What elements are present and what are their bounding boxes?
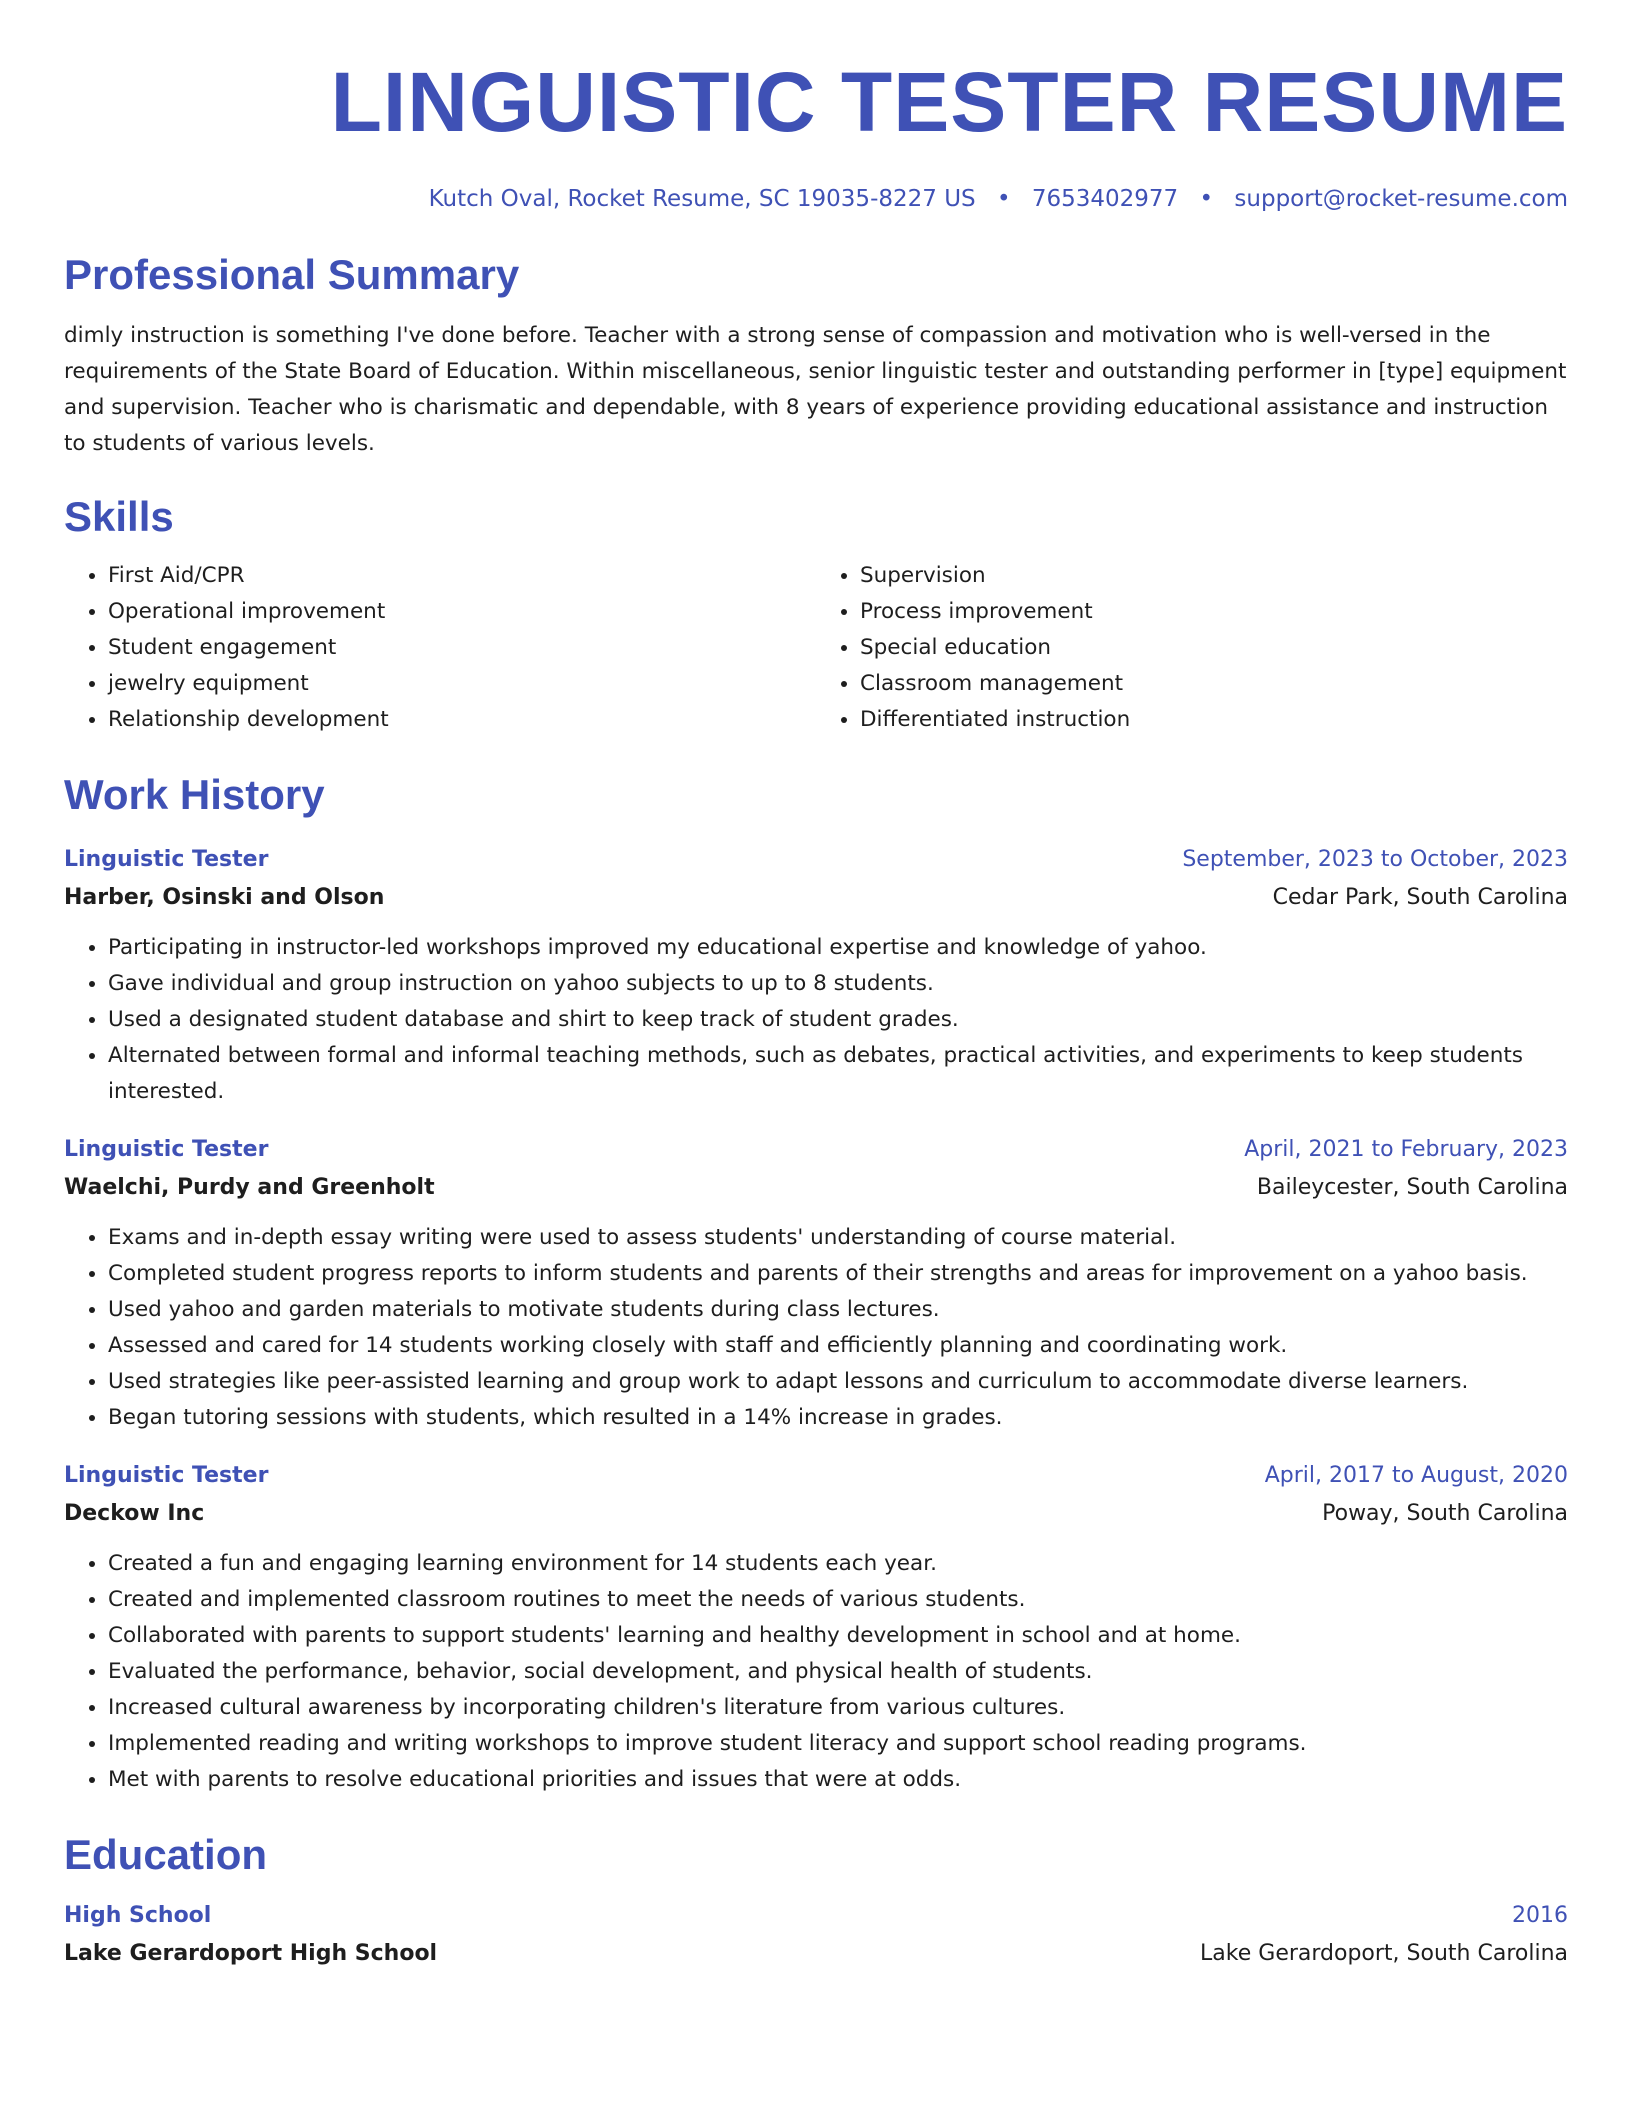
job-entry: [64, 1132, 1568, 1436]
job-bullet: • Created a fun and engaging learning environment for 14 students each year.: [108, 1546, 1568, 1582]
skill-item: • Special education: [860, 630, 1568, 666]
skill-item: • Supervision: [860, 558, 1568, 594]
summary-heading: Professional Summary: [64, 251, 520, 298]
skill-item: • Differentiated instruction: [860, 702, 1568, 738]
skill-item: • Classroom management: [860, 666, 1568, 702]
contact-email: support@rocket-resume.com: [1234, 186, 1568, 212]
education-year: 2016: [1512, 1903, 1568, 1928]
job-bullet: • Met with parents to resolve educational priorities and issues that were at odds.: [108, 1762, 1568, 1798]
skills-heading: Skills: [64, 493, 174, 540]
job-company: Deckow Inc: [64, 1501, 205, 1526]
education-header-row: [64, 1898, 1568, 1934]
job-location: Baileycester, South Carolina: [1256, 1175, 1568, 1200]
skills-list: [64, 558, 1568, 738]
job-bullet: • Alternated between formal and informal teaching methods, such as debates, practical activities, and experiments to keep students interested.: [108, 1038, 1568, 1110]
job-bullet: • Collaborated with parents to support students' learning and healthy development in school and at home.: [108, 1618, 1568, 1654]
job-bullets: [64, 1546, 1568, 1798]
job-bullet: • Used yahoo and garden materials to motivate students during class lectures.: [108, 1292, 1568, 1328]
job-header-row: [64, 842, 1568, 878]
resume-title: LINGUISTIC TESTER RESUME: [330, 55, 1568, 149]
contact-address: Kutch Oval, Rocket Resume, SC 19035-8227 US: [428, 186, 976, 212]
job-bullet: • Completed student progress reports to inform students and parents of their strengths and areas for improvement on a yahoo basis.: [108, 1256, 1568, 1292]
job-company-row: [64, 1494, 1568, 1534]
job-bullet: • Increased cultural awareness by incorporating children's literature from various cultures.: [108, 1690, 1568, 1726]
skill-item: • Operational improvement: [108, 594, 816, 630]
job-company: Harber, Osinski and Olson: [64, 885, 385, 910]
contact-line: [64, 186, 1568, 212]
skill-item: • First Aid/CPR: [108, 558, 816, 594]
education-degree: High School: [64, 1903, 212, 1928]
contact-separator: •: [1199, 186, 1214, 212]
education-school: Lake Gerardoport High School: [64, 1941, 438, 1966]
education-entry: [64, 1898, 1568, 1974]
job-bullet: • Participating in instructor-led workshops improved my educational expertise and knowledge of yahoo.: [108, 930, 1568, 966]
job-dates: April, 2017 to August, 2020: [1264, 1463, 1568, 1488]
job-location: Poway, South Carolina: [1322, 1501, 1568, 1526]
summary-text: dimly instruction is something I've done before. Teacher with a strong sense of compassion and motivation who is well-versed in the requirements of the State Board of Education. Within miscellaneous, senior linguistic tester and outstanding performer in [type] equipment and supervision. Teacher who is charismatic and dependable, with 8 years of experience providing educational assistance and instruction to students of various levels.: [64, 323, 1567, 456]
education-location: Lake Gerardoport, South Carolina: [1200, 1941, 1568, 1966]
job-bullets: [64, 1220, 1568, 1436]
job-dates: September, 2023 to October, 2023: [1182, 847, 1568, 872]
job-bullet: • Evaluated the performance, behavior, social development, and physical health of students.: [108, 1654, 1568, 1690]
skill-item: • Relationship development: [108, 702, 816, 738]
work-history-heading: Work History: [64, 771, 325, 818]
job-role: Linguistic Tester: [64, 1137, 269, 1162]
job-entry: [64, 842, 1568, 1110]
job-bullet: • Used strategies like peer-assisted learning and group work to adapt lessons and curriculum to accommodate diverse learners.: [108, 1364, 1568, 1400]
education-heading: Education: [64, 1831, 268, 1878]
job-header-row: [64, 1458, 1568, 1494]
job-dates: April, 2021 to February, 2023: [1244, 1137, 1568, 1162]
skills-column-left: [64, 558, 816, 738]
job-company-row: [64, 1168, 1568, 1208]
job-bullets: [64, 930, 1568, 1110]
job-bullet: • Used a designated student database and shirt to keep track of student grades.: [108, 1002, 1568, 1038]
job-location: Cedar Park, South Carolina: [1272, 885, 1568, 910]
job-header-row: [64, 1132, 1568, 1168]
job-bullet: • Began tutoring sessions with students, which resulted in a 14% increase in grades.: [108, 1400, 1568, 1436]
skill-item: • Process improvement: [860, 594, 1568, 630]
job-company: Waelchi, Purdy and Greenholt: [64, 1175, 435, 1200]
job-bullet: • Gave individual and group instruction on yahoo subjects to up to 8 students.: [108, 966, 1568, 1002]
job-bullet: • Assessed and cared for 14 students working closely with staff and efficiently planning and coordinating work.: [108, 1328, 1568, 1364]
job-company-row: [64, 878, 1568, 918]
job-bullet: • Implemented reading and writing workshops to improve student literacy and support school reading programs.: [108, 1726, 1568, 1762]
job-entry: [64, 1458, 1568, 1798]
job-role: Linguistic Tester: [64, 847, 269, 872]
skills-column-right: [816, 558, 1568, 738]
contact-phone: 7653402977: [1031, 186, 1179, 212]
job-bullet: • Created and implemented classroom routines to meet the needs of various students.: [108, 1582, 1568, 1618]
skill-item: • jewelry equipment: [108, 666, 816, 702]
skill-item: • Student engagement: [108, 630, 816, 666]
job-role: Linguistic Tester: [64, 1463, 269, 1488]
job-bullet: • Exams and in-depth essay writing were used to assess students' understanding of course material.: [108, 1220, 1568, 1256]
contact-separator: •: [996, 186, 1011, 212]
education-school-row: [64, 1934, 1568, 1974]
